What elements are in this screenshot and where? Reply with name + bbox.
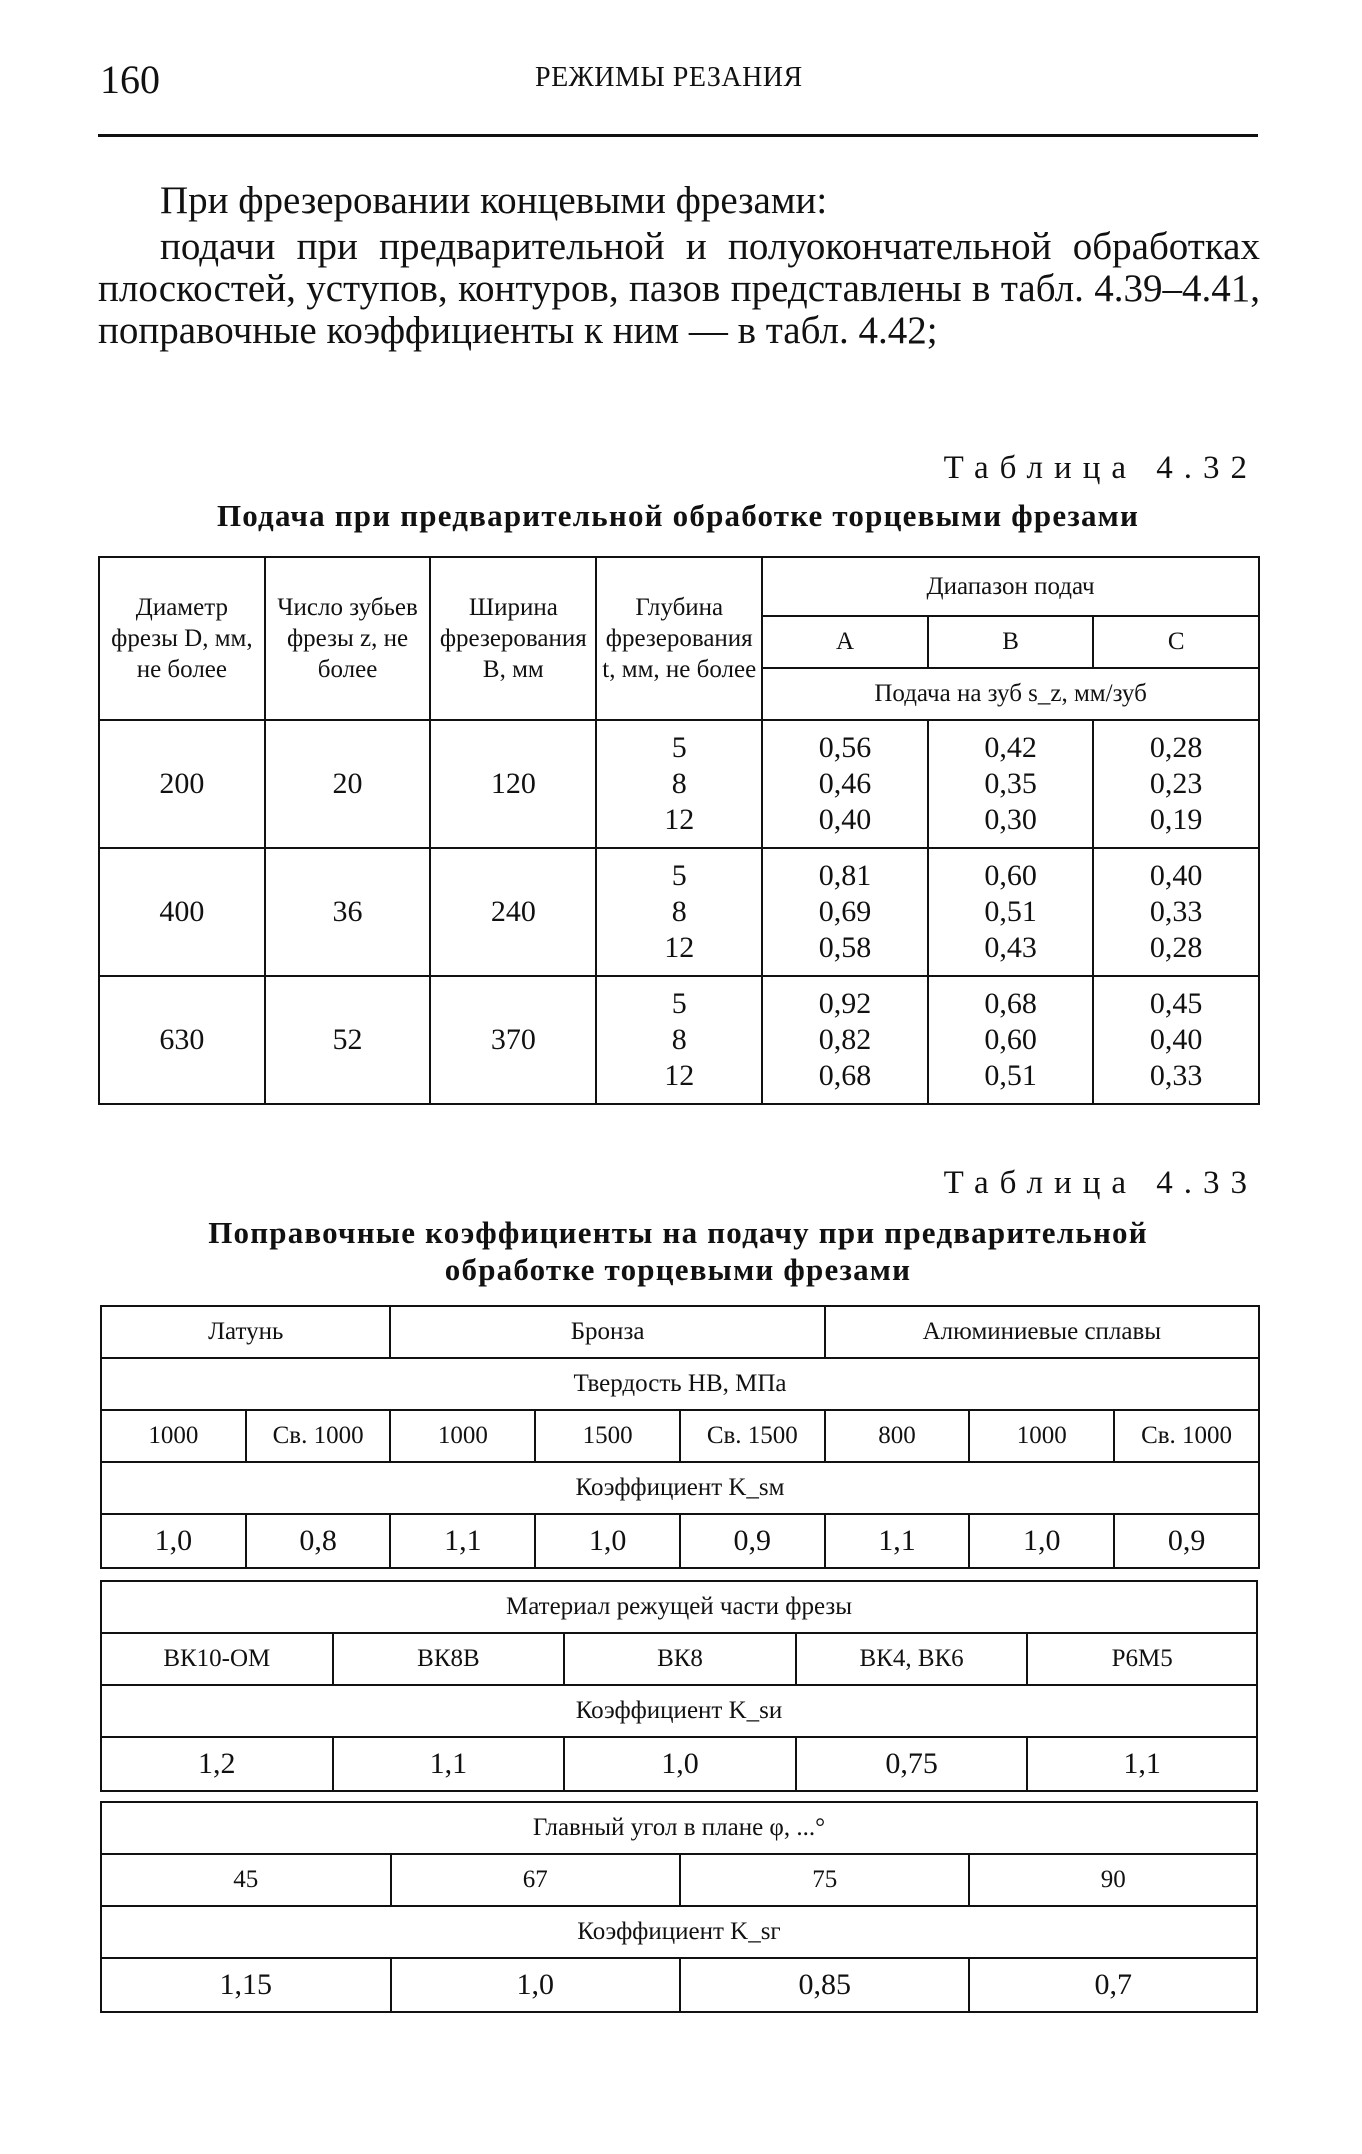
coefficient-m-value: 0,9 [680, 1514, 825, 1568]
value: 0,30 [984, 803, 1037, 836]
angle-value: 75 [680, 1854, 970, 1906]
material-aluminum: Алюминиевые сплавы [825, 1306, 1259, 1358]
coefficient-m-value: 0,8 [246, 1514, 391, 1568]
value: 0,35 [984, 767, 1037, 800]
value: 0,23 [1149, 767, 1203, 800]
table-4-33-title-line2: обработке торцевыми фрезами [444, 1252, 912, 1287]
value: 12 [664, 1059, 695, 1092]
coefficient-g-value: 1,0 [391, 1958, 680, 2012]
cell-width: 120 [430, 720, 596, 848]
value: 0,82 [818, 1023, 872, 1056]
intro-paragraph-text: подачи при предварительной и полуокончательной обработках плоскостей, уступов, контуров, пазов представлены в табл. 4.39–4.41, поправочные коэффициенты к ним — в табл. 4.42; [98, 225, 1260, 352]
hardness-value: 1500 [535, 1410, 680, 1462]
table-row [101, 1410, 1259, 1462]
value: 0,60 [984, 1023, 1037, 1056]
coefficient-g-value: 1,15 [101, 1958, 391, 2012]
cell-teeth: 36 [265, 848, 431, 976]
table-row [99, 720, 1259, 848]
hardness-label: Твердость НВ, МПа [101, 1358, 1259, 1410]
cell-diameter: 630 [99, 976, 265, 1104]
value: 5 [671, 731, 687, 764]
table-4-33-label: Таблица 4.33 [943, 1165, 1258, 1201]
value: 0,43 [984, 931, 1037, 964]
value: 0,51 [984, 1059, 1037, 1092]
coefficient-g-value: 0,7 [969, 1958, 1257, 2012]
running-title: РЕЖИМЫ РЕЗАНИЯ [535, 62, 803, 93]
cell-feed-b [928, 848, 1094, 976]
cell-feed-b [928, 976, 1094, 1104]
tool-material: ВК4, ВК6 [796, 1633, 1028, 1685]
value: 12 [664, 803, 695, 836]
value: 0,45 [1149, 987, 1203, 1020]
value: 8 [671, 1023, 687, 1056]
hardness-value: Св. 1000 [246, 1410, 391, 1462]
coefficient-i-label: Коэффициент K_sи [101, 1685, 1257, 1737]
coefficient-i-value: 0,75 [796, 1737, 1028, 1791]
value: 0,46 [818, 767, 872, 800]
table-4-33-title-line1: Поправочные коэффициенты на подачу при предварительной [208, 1215, 1148, 1250]
cell-feed-a [762, 720, 928, 848]
coefficient-m-value: 1,0 [969, 1514, 1114, 1568]
coefficient-m-label: Коэффициент K_sм [101, 1462, 1259, 1514]
cell-diameter: 200 [99, 720, 265, 848]
table-4-32 [98, 556, 1260, 1105]
table-row [101, 1958, 1257, 2012]
material-bronze: Бронза [390, 1306, 824, 1358]
value: 5 [671, 859, 687, 892]
coefficient-i-value: 1,1 [333, 1737, 565, 1791]
value: 0,28 [1149, 731, 1203, 764]
table-4-33-angle-block [100, 1801, 1258, 2013]
page-number: 160 [100, 57, 160, 102]
hardness-value: 1000 [101, 1410, 246, 1462]
header-range-b: В [928, 616, 1094, 668]
value: 0,33 [1149, 1059, 1203, 1092]
tool-material-label: Материал режущей части фрезы [101, 1581, 1257, 1633]
coefficient-i-value: 1,2 [101, 1737, 333, 1791]
angle-value: 45 [101, 1854, 391, 1906]
coefficient-m-value: 1,0 [101, 1514, 246, 1568]
angle-value: 90 [969, 1854, 1257, 1906]
intro-heading: При фрезеровании концевыми фрезами: [160, 179, 828, 222]
coefficient-m-value: 1,1 [390, 1514, 535, 1568]
value: 0,56 [818, 731, 872, 764]
cell-feed-c [1093, 720, 1259, 848]
value: 0,28 [1149, 931, 1203, 964]
angle-label: Главный угол в плане φ, ...° [101, 1802, 1257, 1854]
hardness-value: 1000 [390, 1410, 535, 1462]
cell-diameter: 400 [99, 848, 265, 976]
header-range-a: А [762, 616, 928, 668]
cell-feed-a [762, 976, 928, 1104]
table-row [99, 976, 1259, 1104]
coefficient-g-value: 0,85 [680, 1958, 970, 2012]
coefficient-m-value: 0,9 [1114, 1514, 1259, 1568]
table-4-33-tool-block [100, 1580, 1258, 1792]
value: 8 [671, 895, 687, 928]
coefficient-g-label: Коэффициент K_sг [101, 1906, 1257, 1958]
header-range-c: С [1093, 616, 1259, 668]
tool-material: ВК10-ОМ [101, 1633, 333, 1685]
value: 5 [671, 987, 687, 1020]
value: 0,40 [818, 803, 872, 836]
table-4-33-material-block [100, 1305, 1260, 1569]
table-row [101, 1854, 1257, 1906]
value: 0,42 [984, 731, 1037, 764]
value: 0,68 [818, 1059, 872, 1092]
header-diameter: Диаметр фрезы D, мм, не более [99, 557, 265, 720]
table-row [101, 1633, 1257, 1685]
cell-depth [596, 848, 762, 976]
header-feed-range: Диапазон подач [762, 557, 1259, 616]
cell-depth [596, 720, 762, 848]
value: 0,68 [984, 987, 1037, 1020]
value: 0,69 [818, 895, 872, 928]
value: 8 [671, 767, 687, 800]
header-depth: Глубина фрезерования t, мм, не более [596, 557, 762, 720]
coefficient-i-value: 1,1 [1027, 1737, 1257, 1791]
tool-material: ВК8В [333, 1633, 565, 1685]
value: 0,19 [1149, 803, 1203, 836]
header-feed-per-tooth: Подача на зуб s_z, мм/зуб [762, 668, 1259, 720]
angle-value: 67 [391, 1854, 680, 1906]
cell-width: 370 [430, 976, 596, 1104]
value: 0,33 [1149, 895, 1203, 928]
value: 0,92 [818, 987, 872, 1020]
cell-feed-b [928, 720, 1094, 848]
cell-width: 240 [430, 848, 596, 976]
cell-teeth: 20 [265, 720, 431, 848]
value: 0,40 [1149, 859, 1203, 892]
tool-material: Р6М5 [1027, 1633, 1257, 1685]
cell-feed-c [1093, 976, 1259, 1104]
table-row [99, 848, 1259, 976]
hardness-value: 1000 [969, 1410, 1114, 1462]
value: 0,60 [984, 859, 1037, 892]
material-brass: Латунь [101, 1306, 390, 1358]
cell-feed-c [1093, 848, 1259, 976]
table-row [101, 1514, 1259, 1568]
cell-feed-a [762, 848, 928, 976]
hardness-value: Св. 1500 [680, 1410, 825, 1462]
header-teeth: Число зубьев фрезы z, не более [265, 557, 431, 720]
cell-depth [596, 976, 762, 1104]
table-4-32-label: Таблица 4.32 [943, 450, 1258, 486]
coefficient-m-value: 1,0 [535, 1514, 680, 1568]
table-4-32-title: Подача при предварительной обработке торцевыми фрезами [216, 498, 1140, 533]
table-row [101, 1737, 1257, 1791]
hardness-value: Св. 1000 [1114, 1410, 1259, 1462]
header-width: Ширина фрезерования B, мм [430, 557, 596, 720]
value: 0,58 [818, 931, 872, 964]
header-rule [98, 134, 1258, 137]
coefficient-m-value: 1,1 [825, 1514, 970, 1568]
tool-material: ВК8 [564, 1633, 796, 1685]
value: 0,81 [818, 859, 872, 892]
hardness-value: 800 [825, 1410, 970, 1462]
intro-paragraph [98, 226, 1260, 352]
value: 0,51 [984, 895, 1037, 928]
cell-teeth: 52 [265, 976, 431, 1104]
value: 12 [664, 931, 695, 964]
value: 0,40 [1149, 1023, 1203, 1056]
coefficient-i-value: 1,0 [564, 1737, 796, 1791]
